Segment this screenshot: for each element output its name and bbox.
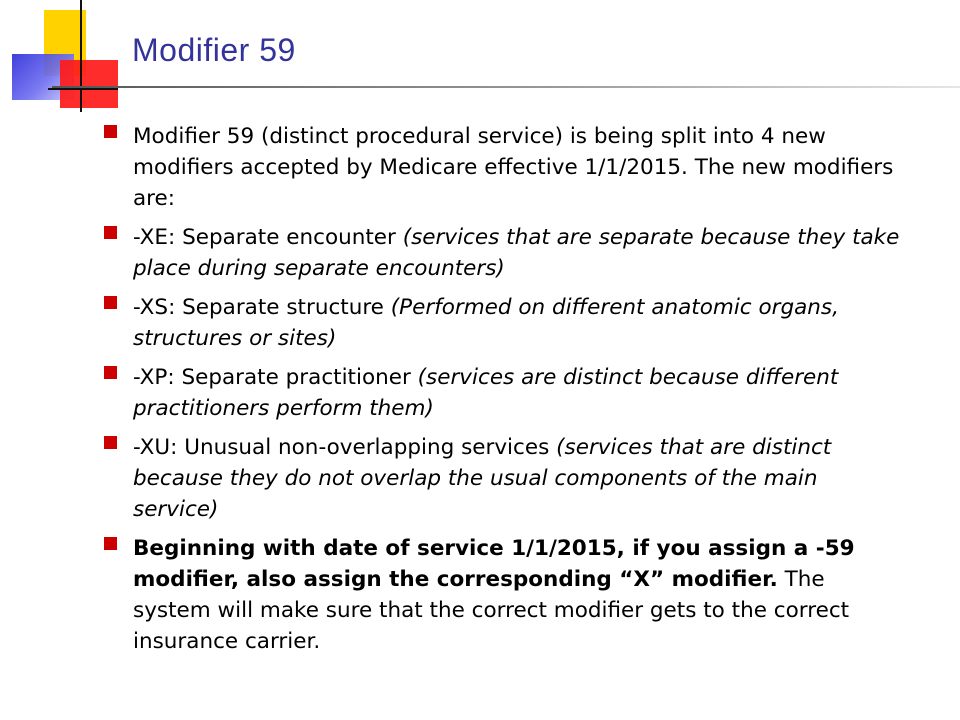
bullet-note: (services are distinct because different practitioners perform them) (133, 365, 839, 421)
bullet-marker-icon (104, 436, 117, 449)
bullet-item (104, 121, 904, 214)
bullet-note: (Performed on different anatomic organs, structures or sites) (133, 295, 839, 351)
logo-horizontal-line (48, 88, 118, 90)
logo-vertical-line (80, 0, 82, 112)
bullet-marker-icon (104, 366, 117, 379)
bullet-marker-icon (104, 125, 117, 138)
bullet-marker-icon (104, 296, 117, 309)
bullet-text: -XS: Separate structure (133, 295, 391, 320)
bullet-item (104, 292, 904, 354)
bullet-note: (services that are separate because they take place during separate encounters) (133, 225, 900, 281)
slide-logo (0, 0, 140, 120)
slide-title: Modifier 59 (132, 32, 296, 68)
bullet-text: -XE: Separate encounter (133, 225, 403, 250)
bullet-list (104, 121, 904, 665)
bullet-item (104, 432, 904, 525)
bullet-item (104, 533, 904, 657)
logo-red-square (60, 60, 118, 108)
bullet-text: -XU: Unusual non-overlapping services (133, 435, 557, 460)
bullet-item (104, 362, 904, 424)
bullet-text: -XP: Separate practitioner (133, 365, 418, 390)
bullet-text: The system will make sure that the correct modifier gets to the correct insurance carrier. (133, 567, 850, 654)
bullet-marker-icon (104, 537, 117, 550)
bullet-note: (services that are distinct because they do not overlap the usual components of the main service) (133, 435, 832, 522)
bullet-text: Modifier 59 (distinct procedural service) is being split into 4 new modifiers accepted by Medicare effective 1/1/2015. The new modifiers are: (133, 124, 894, 211)
bullet-bold-text: Beginning with date of service 1/1/2015, if you assign a -59 modifier, also assign the corresponding “X” modifier. (133, 536, 855, 592)
title-divider (52, 86, 960, 88)
bullet-marker-icon (104, 226, 117, 239)
bullet-item (104, 222, 904, 284)
